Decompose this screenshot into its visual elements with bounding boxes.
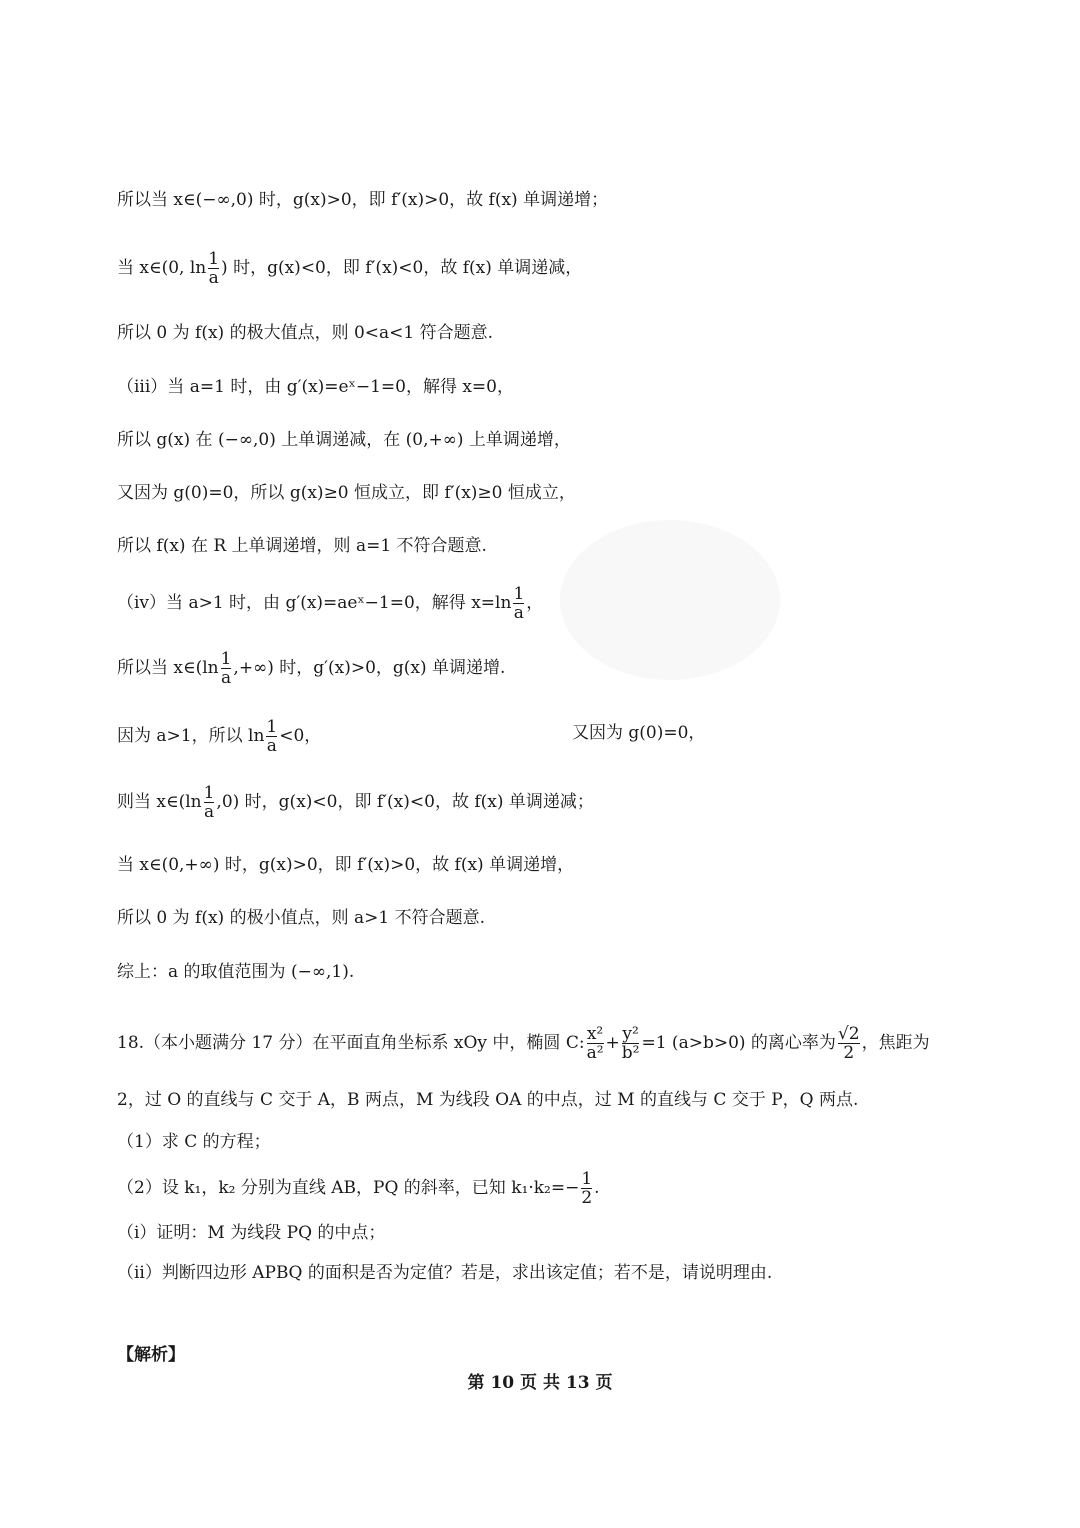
numerator: y² (622, 1024, 639, 1044)
denominator: a (266, 736, 277, 756)
fraction (581, 1170, 592, 1207)
denominator: 2 (581, 1188, 593, 1208)
text-segment: ,0) 时，g(x)<0，即 f′(x)<0，故 f(x) 单调递减； (216, 792, 594, 812)
numerator: 1 (266, 717, 278, 737)
numerator: 1 (208, 249, 220, 269)
text-line (117, 585, 543, 622)
fraction (266, 718, 277, 755)
text-line: 所以 0 为 f(x) 的极大值点，则 0<a<1 符合题意. (117, 323, 494, 343)
text-line: 所以当 x∈(−∞,0) 时，g(x)>0，即 f′(x)>0，故 f(x) 单调递增； (117, 190, 609, 210)
denominator: a (208, 268, 219, 288)
text-line (117, 250, 582, 287)
text-line: 综上：a 的取值范围为 (−∞,1). (117, 962, 355, 982)
numerator: 1 (220, 649, 232, 669)
fraction (622, 1025, 640, 1062)
text-line: （iii）当 a=1 时，由 g′(x)=eˣ−1=0，解得 x=0， (117, 377, 514, 397)
text-line (117, 718, 321, 755)
fraction (838, 1025, 860, 1062)
text-line: （i）证明：M 为线段 PQ 的中点； (117, 1223, 386, 1243)
text-line: 所以 0 为 f(x) 的极小值点，则 a>1 不符合题意. (117, 908, 485, 928)
text-line: 2，过 O 的直线与 C 交于 A，B 两点，M 为线段 OA 的中点，过 M 的直线与 C 交于 P，Q 两点. (117, 1090, 859, 1110)
fraction (587, 1025, 604, 1062)
text-segment: ， (526, 593, 544, 613)
denominator: 2 (838, 1043, 860, 1062)
text-line: （1）求 C 的方程； (117, 1132, 271, 1152)
numerator: x² (586, 1024, 604, 1044)
text-line: 又因为 g(0)=0，所以 g(x)≥0 恒成立，即 f′(x)≥0 恒成立， (117, 483, 576, 503)
text-line: （ii）判断四边形 APBQ 的面积是否为定值？若是，求出该定值；若不是，请说明理由. (117, 1263, 773, 1283)
text-line: 所以 f(x) 在 R 上单调递增，则 a=1 不符合题意. (117, 536, 487, 556)
text-segment: <0， (279, 726, 322, 746)
fraction (221, 650, 232, 687)
numerator: 1 (581, 1169, 593, 1189)
fraction (513, 585, 524, 622)
text-segment: 则当 x∈(ln (117, 792, 202, 812)
text-line: 所以 g(x) 在 (−∞,0) 上单调递减，在 (0,+∞) 上单调递增， (117, 430, 571, 450)
denominator: b² (621, 1043, 640, 1063)
text-segment: 当 x∈(0, ln (117, 258, 207, 278)
text-segment: ) 时，g(x)<0，即 f′(x)<0，故 f(x) 单调递减， (221, 258, 583, 278)
page-footer: 第 10 页 共 13 页 (467, 1373, 613, 1393)
text-segment: 18.（本小题满分 17 分）在平面直角坐标系 xOy 中，椭圆 C: (117, 1033, 585, 1053)
text-line (117, 1025, 930, 1062)
denominator: a (203, 802, 215, 822)
text-line: 又因为 g(0)=0， (572, 723, 706, 743)
denominator: a (220, 668, 232, 688)
text-line (117, 784, 594, 821)
text-segment: ，焦距为 (861, 1033, 930, 1053)
text-line (117, 1170, 600, 1207)
fraction (204, 784, 215, 821)
fraction (208, 250, 219, 287)
text-segment: ,+∞) 时，g′(x)>0，g(x) 单调递增. (233, 658, 506, 678)
denominator: a (513, 603, 524, 623)
watermark (560, 520, 780, 680)
text-segment: + (605, 1033, 620, 1053)
text-segment: 所以当 x∈(ln (117, 658, 219, 678)
text-line (117, 650, 505, 687)
text-segment: =1 (a>b>0) 的离心率为 (641, 1033, 836, 1053)
text-segment: 因为 a>1，所以 ln (117, 726, 265, 746)
section-heading: 【解析】 (117, 1345, 185, 1365)
text-segment: （2）设 k₁，k₂ 分别为直线 AB，PQ 的斜率，已知 k₁·k₂=− (117, 1178, 580, 1198)
text-segment: （iv）当 a>1 时，由 g′(x)=aeˣ−1=0，解得 x=ln (117, 593, 512, 613)
numerator: √2 (837, 1024, 860, 1044)
numerator: 1 (513, 584, 525, 604)
denominator: a² (586, 1043, 604, 1063)
text-segment: . (594, 1178, 600, 1198)
text-line: 当 x∈(0,+∞) 时，g(x)>0，即 f′(x)>0，故 f(x) 单调递增， (117, 855, 575, 875)
numerator: 1 (203, 783, 215, 803)
